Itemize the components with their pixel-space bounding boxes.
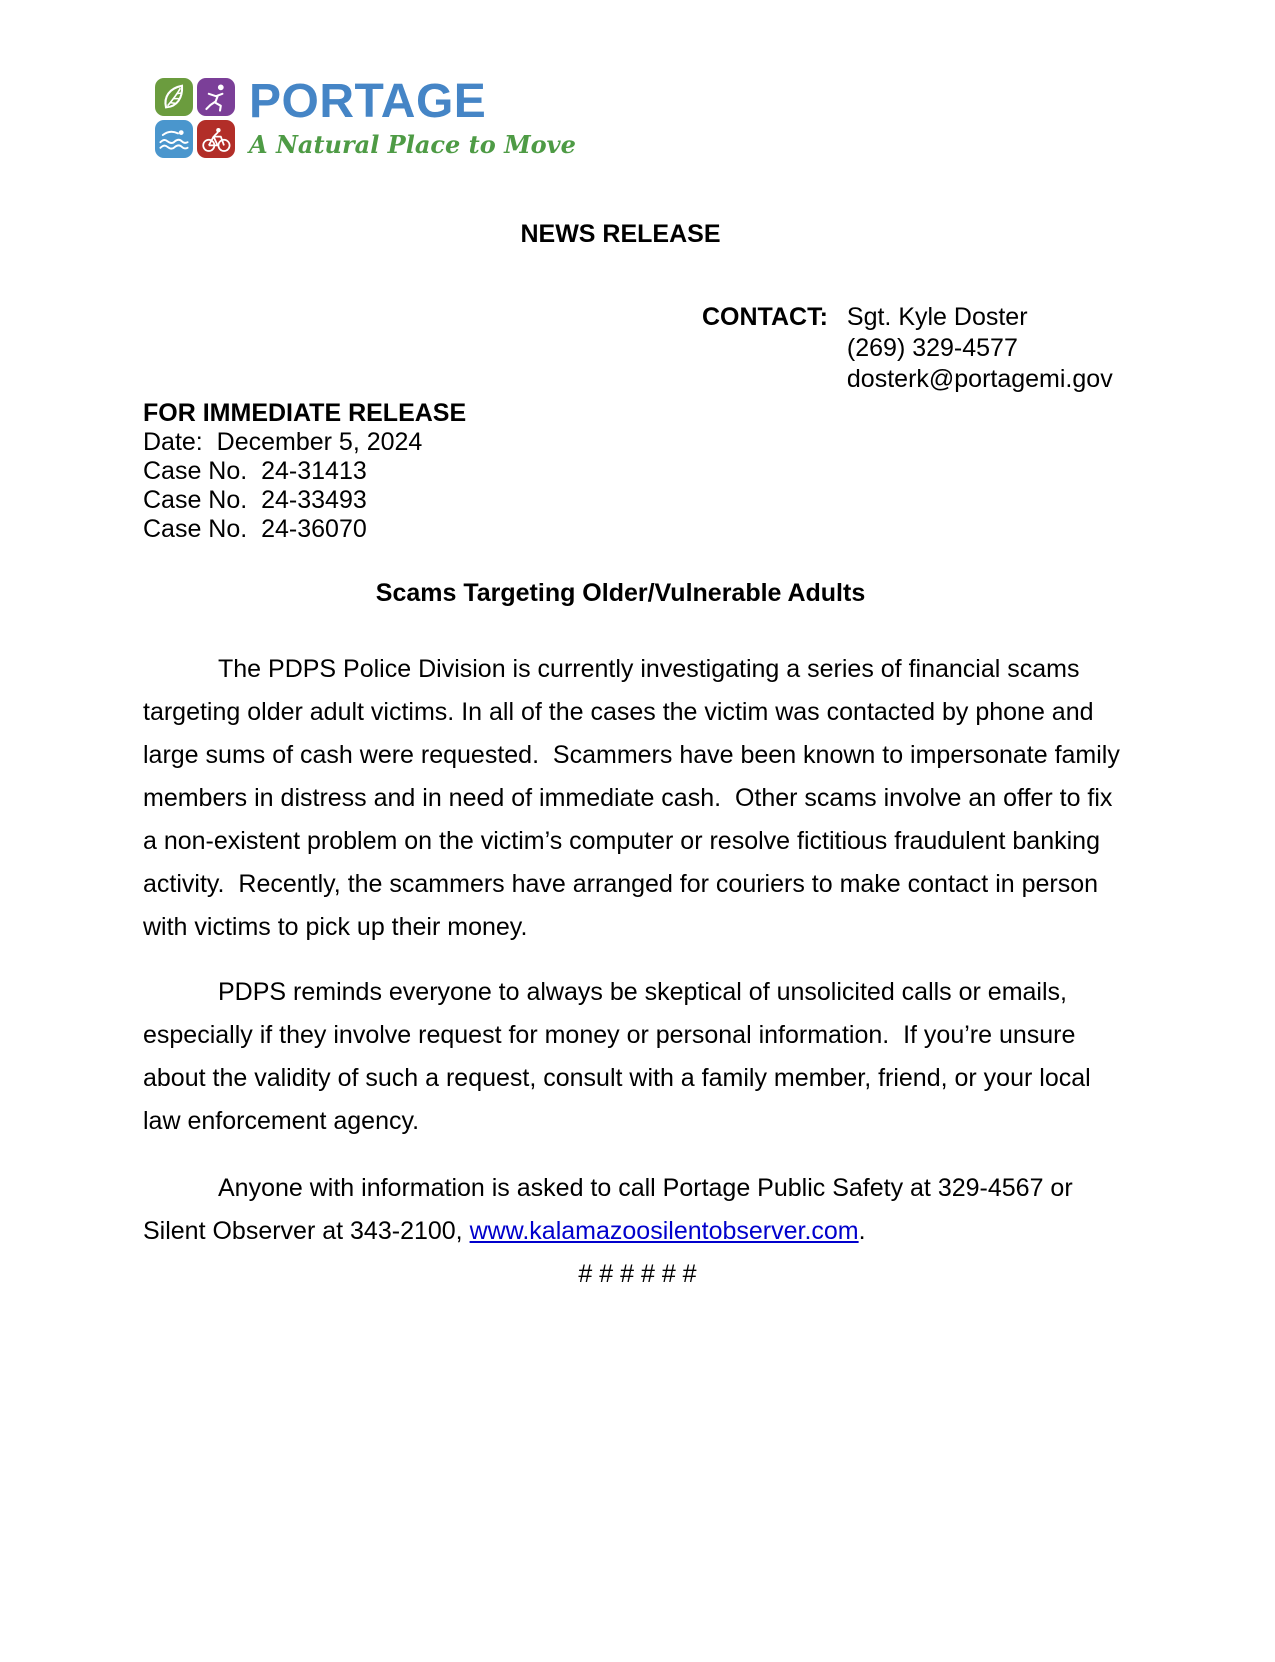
logo-brand-text: PORTAGE [249, 75, 487, 128]
silent-observer-link[interactable]: www.kalamazoosilentobserver.com [469, 1217, 859, 1245]
end-marks: # # # # # # [578, 1260, 697, 1288]
logo-tiles [155, 78, 235, 158]
release-heading: FOR IMMEDIATE RELEASE [143, 399, 467, 427]
article-title: Scams Targeting Older/Vulnerable Adults [375, 579, 866, 607]
logo-tagline: A Natural Place to Move [249, 130, 576, 159]
logo-tile-swimmer [155, 120, 193, 158]
case-number: Case No. 24-31413 [143, 457, 367, 485]
logo-text [249, 63, 576, 162]
contact-phone: (269) 329-4577 [846, 334, 1018, 362]
closing-text-before-link: Anyone with information is asked to call Portage Public Safety at 329-4567 or Silent Observer at 343-2100, [143, 1174, 1080, 1245]
closing-paragraph [143, 1167, 1132, 1253]
contact-label: CONTACT: [702, 303, 828, 331]
release-info-block [143, 399, 1132, 544]
leaf-icon [158, 81, 190, 113]
contact-name: Sgt. Kyle Doster [846, 303, 1028, 331]
release-date: Date: December 5, 2024 [143, 428, 423, 456]
article-paragraph: The PDPS Police Division is currently investigating a series of financial scams targeting older adult victims. In all of the cases the victim was contacted by phone and large sums of cash were requested. Scammers have been known to impersonate family members in distress and in need of immediate cash. Other scams involve an offer to fix a non-existent problem on the victim’s computer or resolve fictitious fraudulent banking activity. Recently, the scammers have arranged for couriers to make contact in person with victims to pick up their money. [143, 655, 1127, 941]
portage-logo [143, 63, 1132, 160]
contact-info [847, 302, 1113, 395]
news-release-heading: NEWS RELEASE [520, 220, 721, 248]
cyclist-icon [200, 123, 232, 155]
case-number: Case No. 24-36070 [143, 515, 367, 543]
closing-text-after-link: . [858, 1217, 866, 1245]
runner-icon [200, 81, 232, 113]
contact-block [702, 302, 1132, 395]
logo-tile-runner [197, 78, 235, 116]
swimmer-icon [158, 123, 190, 155]
contact-email: dosterk@portagemi.gov [846, 365, 1113, 393]
logo-tile-cyclist [197, 120, 235, 158]
case-number: Case No. 24-33493 [143, 486, 367, 514]
article-paragraph: PDPS reminds everyone to always be skeptical of unsolicited calls or emails, especially if they involve request for money or personal information. If you’re unsure about the validity of such a request, consult with a family member, friend, or your local law enforcement agency. [143, 978, 1098, 1135]
logo-tile-leaf [155, 78, 193, 116]
